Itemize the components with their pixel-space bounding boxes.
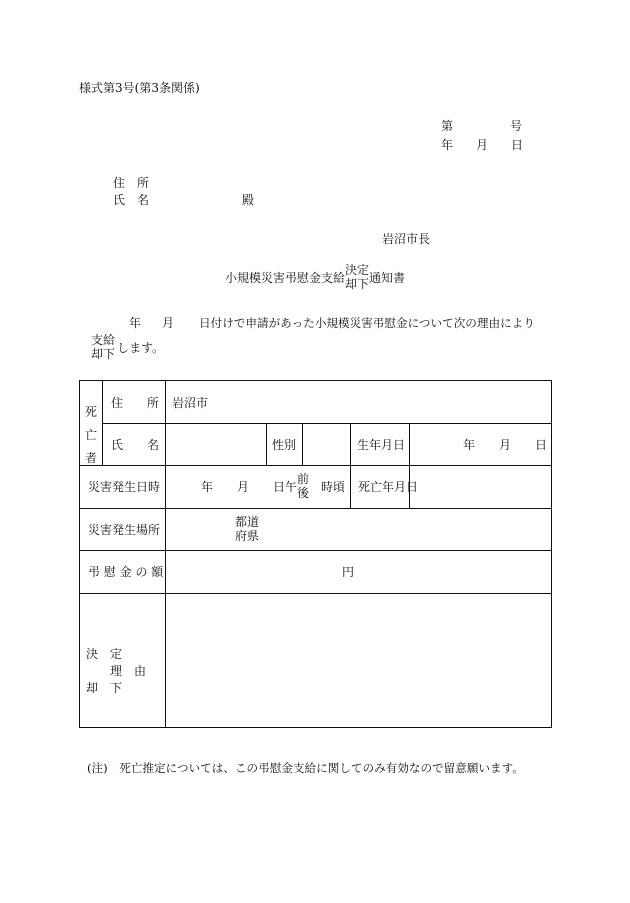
title-opt-kyakka: 却下 bbox=[345, 277, 370, 291]
body-options bbox=[91, 333, 115, 361]
title-prefix: 小規模災害弔慰金支給 bbox=[225, 270, 346, 285]
recipient-name-label: 氏 名 bbox=[113, 193, 150, 207]
header-hi: 日 bbox=[511, 138, 524, 152]
disaster-place-label-cell bbox=[80, 509, 166, 551]
title-options bbox=[345, 263, 369, 291]
dd-gozen: 午 bbox=[285, 480, 298, 494]
address-label-cell bbox=[103, 381, 166, 424]
body-line1: 日付けで申請があった小規模災害弔慰金について次の理由により bbox=[199, 316, 535, 330]
address-value: 岩沼市 bbox=[172, 396, 209, 410]
place-fuken: 府県 bbox=[235, 529, 260, 543]
recipient-dono: 殿 bbox=[242, 193, 255, 207]
death-date-label: 死亡年月日 bbox=[358, 480, 419, 494]
dd-tsuki: 月 bbox=[237, 480, 250, 494]
deceased-header bbox=[80, 381, 103, 466]
body-opt-shikyuu: 支給 bbox=[91, 333, 116, 347]
dd-nen: 年 bbox=[201, 480, 214, 494]
birthdate-label: 生年月日 bbox=[357, 438, 406, 452]
body-tsuki: 月 bbox=[162, 316, 175, 330]
gender-value-cell bbox=[303, 424, 351, 466]
address-value-cell bbox=[166, 381, 552, 424]
form-id: 様式第3号(第3条関係) bbox=[79, 81, 200, 95]
address-label: 住 所 bbox=[111, 396, 160, 410]
gender-label-cell bbox=[267, 424, 303, 466]
gender-label: 性別 bbox=[272, 438, 297, 452]
info-table bbox=[79, 380, 552, 728]
issuer: 岩沼市長 bbox=[382, 232, 431, 246]
reason-kettei: 決 定 bbox=[86, 647, 123, 661]
deceased-char-2: 亡 bbox=[85, 428, 98, 442]
header-nen: 年 bbox=[441, 138, 454, 152]
name-label-cell bbox=[103, 424, 166, 466]
document-title bbox=[225, 263, 405, 291]
dd-ato: 後 bbox=[297, 486, 310, 500]
deceased-char-1: 死 bbox=[85, 405, 98, 419]
amount-label-cell bbox=[80, 551, 166, 594]
place-todou: 都道 bbox=[235, 515, 260, 529]
header-dai: 第 bbox=[441, 119, 454, 133]
recipient-address-label: 住 所 bbox=[113, 176, 150, 190]
name-value-cell bbox=[166, 424, 267, 466]
dd-mae: 前 bbox=[297, 472, 310, 486]
body-opt-kyakka: 却下 bbox=[91, 347, 116, 361]
disaster-date-label-cell bbox=[80, 466, 166, 509]
header-tsuki: 月 bbox=[476, 138, 489, 152]
death-date-value-cell bbox=[410, 466, 552, 509]
birthdate-value-cell bbox=[410, 424, 552, 466]
birth-hi: 日 bbox=[535, 438, 548, 452]
reason-label-cell bbox=[80, 594, 166, 728]
amount-label: 弔 慰 金 の 額 bbox=[88, 565, 164, 579]
birth-tsuki: 月 bbox=[499, 438, 512, 452]
reason-value-cell bbox=[166, 594, 552, 728]
title-suffix: 通知書 bbox=[369, 270, 406, 285]
dd-hi: 日 bbox=[273, 480, 286, 494]
title-opt-kettei: 決定 bbox=[345, 263, 370, 277]
header-go: 号 bbox=[510, 119, 523, 133]
footnote: (注) 死亡推定については、この弔慰金支給に関してのみ有効なので留意願います。 bbox=[87, 761, 524, 775]
name-label: 氏 名 bbox=[111, 438, 160, 452]
amount-value-cell bbox=[166, 551, 552, 594]
disaster-date-label: 災害発生日時 bbox=[88, 480, 161, 494]
amount-yen: 円 bbox=[342, 565, 355, 579]
disaster-place-value-cell bbox=[166, 509, 552, 551]
death-date-label-cell bbox=[351, 466, 419, 509]
disaster-date-value-cell bbox=[166, 466, 351, 509]
disaster-place-label: 災害発生場所 bbox=[88, 523, 161, 537]
body-line2: します。 bbox=[117, 341, 165, 355]
deceased-char-3: 者 bbox=[85, 451, 98, 465]
dd-jikoro: 時頃 bbox=[321, 480, 346, 494]
reason-kyakka: 却 下 bbox=[86, 681, 123, 695]
reason-riyuu: 理 由 bbox=[110, 664, 147, 678]
birth-nen: 年 bbox=[463, 438, 476, 452]
body-nen: 年 bbox=[129, 316, 142, 330]
birthdate-label-cell bbox=[351, 424, 410, 466]
